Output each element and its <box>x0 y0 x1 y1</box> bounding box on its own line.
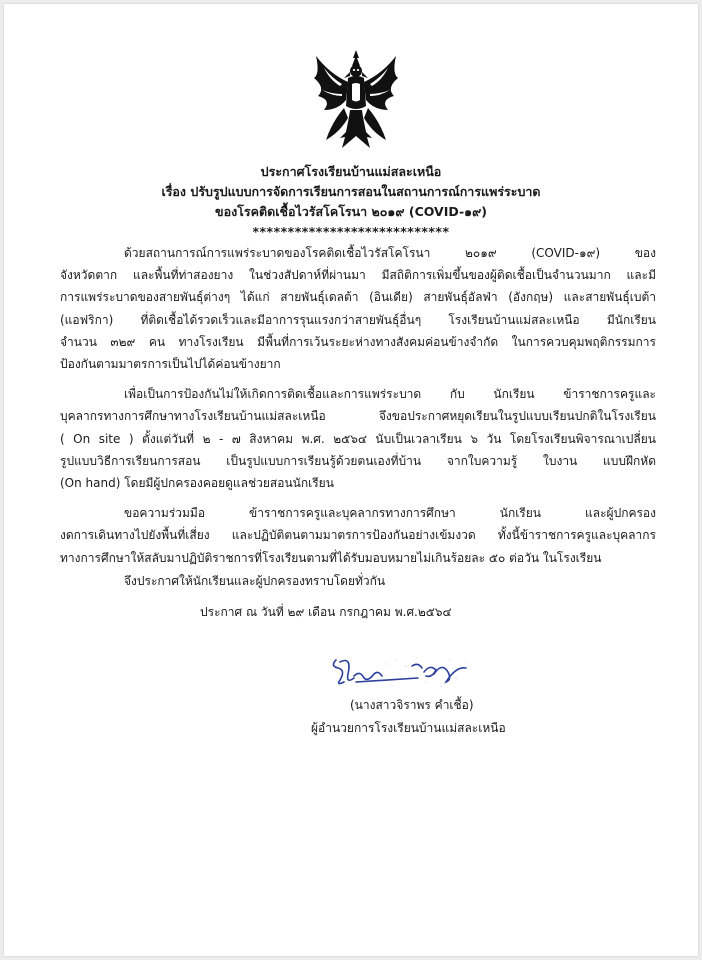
paragraph-line: งดการเดินทางไปยังพื้นที่เสี่ยง และปฏิบัติตนตามมาตรการป้องกันอย่างเข้มงวด ทั้งนี้ข้าราชการครูและบุคลากร <box>60 528 656 543</box>
closing-statement: จึงประกาศให้นักเรียนและผู้ปกครองทราบโดยทั่วกัน <box>124 574 386 588</box>
subject-line-2: ของโรคติดเชื้อไวรัสโคโรนา ๒๐๑๙ (COVID-๑๙) <box>215 204 487 219</box>
paragraph-line: ( On site ) ตั้งแต่วันที่ ๒ - ๗ สิงหาคม พ.ศ. ๒๕๖๔ นับเป็นเวลาเรียน ๖ วัน โดยโรงเรียนพิจารณาเปลี่ยน <box>60 431 656 446</box>
paragraph-line: เพื่อเป็นการป้องกันไม่ให้เกิดการติดเชื้อและการแพร่ระบาด กับ นักเรียน ข้าราชการครูและ <box>124 387 656 402</box>
paragraph-3 <box>60 502 656 569</box>
paragraph-line: (แอฟริกา) ที่ติดเชื้อได้รวดเร็วและมีอาการรุนแรงกว่าสายพันธุ์อื่นๆ โรงเรียนบ้านแม่สละเหนือ มีนักเรียน <box>60 312 656 327</box>
subject-line-1: เรื่อง ปรับรูปแบบการจัดการเรียนการสอนในสถานการณ์การแพร่ระบาด <box>161 184 541 199</box>
paragraph-line: ด้วยสถานการณ์การแพร่ระบาดของโรคติดเชื้อไวรัสโคโรนา ๒๐๑๙ (COVID-๑๙) ของ <box>124 246 656 260</box>
paragraph-line: ขอความร่วมมือ ข้าราชการครูและบุคลากรทางการศึกษา นักเรียน และผู้ปกครอง <box>124 506 656 521</box>
paragraph-line: ป้องกันตามมาตรการเป็นไปได้ค่อนข้างยาก <box>60 357 281 372</box>
paragraph-line: ทางการศึกษาให้สลับมาปฏิบัติราชการที่โรงเรียนตามที่ได้รับมอบหมายไม่เกินร้อยละ ๕๐ ต่อวัน ในโรงเรียน <box>60 550 602 565</box>
document-page <box>4 4 698 956</box>
document-body <box>60 242 656 577</box>
signer-name: (นางสาวจิราพร คำเชื้อ) <box>350 698 474 712</box>
paragraph-line: รูปแบบวิธีการเรียนการสอน เป็นรูปแบบการเรียนรู้ด้วยตนเองที่บ้าน จากใบความรู้ ใบงาน แบบฝึกหัด <box>60 453 656 468</box>
paragraph-2 <box>60 383 656 494</box>
paragraph-line: จำนวน ๓๒๙ คน ทางโรงเรียน มีพื้นที่การเว้นระยะห่างทางสังคมค่อนข้างจำกัด ในการควบคุมพฤติกรรมการ <box>60 334 656 349</box>
paragraph-line: การแพร่ระบาดของสายพันธุ์ต่างๆ ได้แก่ สายพันธุ์เดลต้า (อินเดีย) สายพันธุ์อัลฟ่า (อังกฤษ) และสายพันธุ์เบต้า <box>60 290 656 305</box>
document-header <box>4 162 698 242</box>
paragraph-line: บุคลากรทางการศึกษาทางโรงเรียนบ้านแม่สละเหนือ จึงขอประกาศหยุดเรียนในรูปแบบเรียนปกติในโรงเรียน <box>60 409 656 424</box>
announcement-title: ประกาศโรงเรียนบ้านแม่สละเหนือ <box>260 164 442 179</box>
signer-title: ผู้อำนวยการโรงเรียนบ้านแม่สละเหนือ <box>311 721 506 735</box>
garuda-emblem-icon <box>310 48 402 152</box>
signature-icon <box>326 652 476 692</box>
paragraph-line: จังหวัดตาก และพื้นที่ท่าสองยาง ในช่วงสัปดาห์ที่ผ่านมา มีสถิติการเพิ่มขึ้นของผู้ติดเชื้อเป็นจำนวนมาก และมี <box>60 268 656 283</box>
separator-stars: **************************** <box>252 224 450 239</box>
paragraph-1 <box>60 242 656 375</box>
announcement-date: ประกาศ ณ วันที่ ๒๙ เดือน กรกฎาคม พ.ศ.๒๕๖๔ <box>200 605 452 619</box>
paragraph-line: (On hand) โดยมีผู้ปกครองคอยดูแลช่วยสอนนักเรียน <box>60 476 334 491</box>
